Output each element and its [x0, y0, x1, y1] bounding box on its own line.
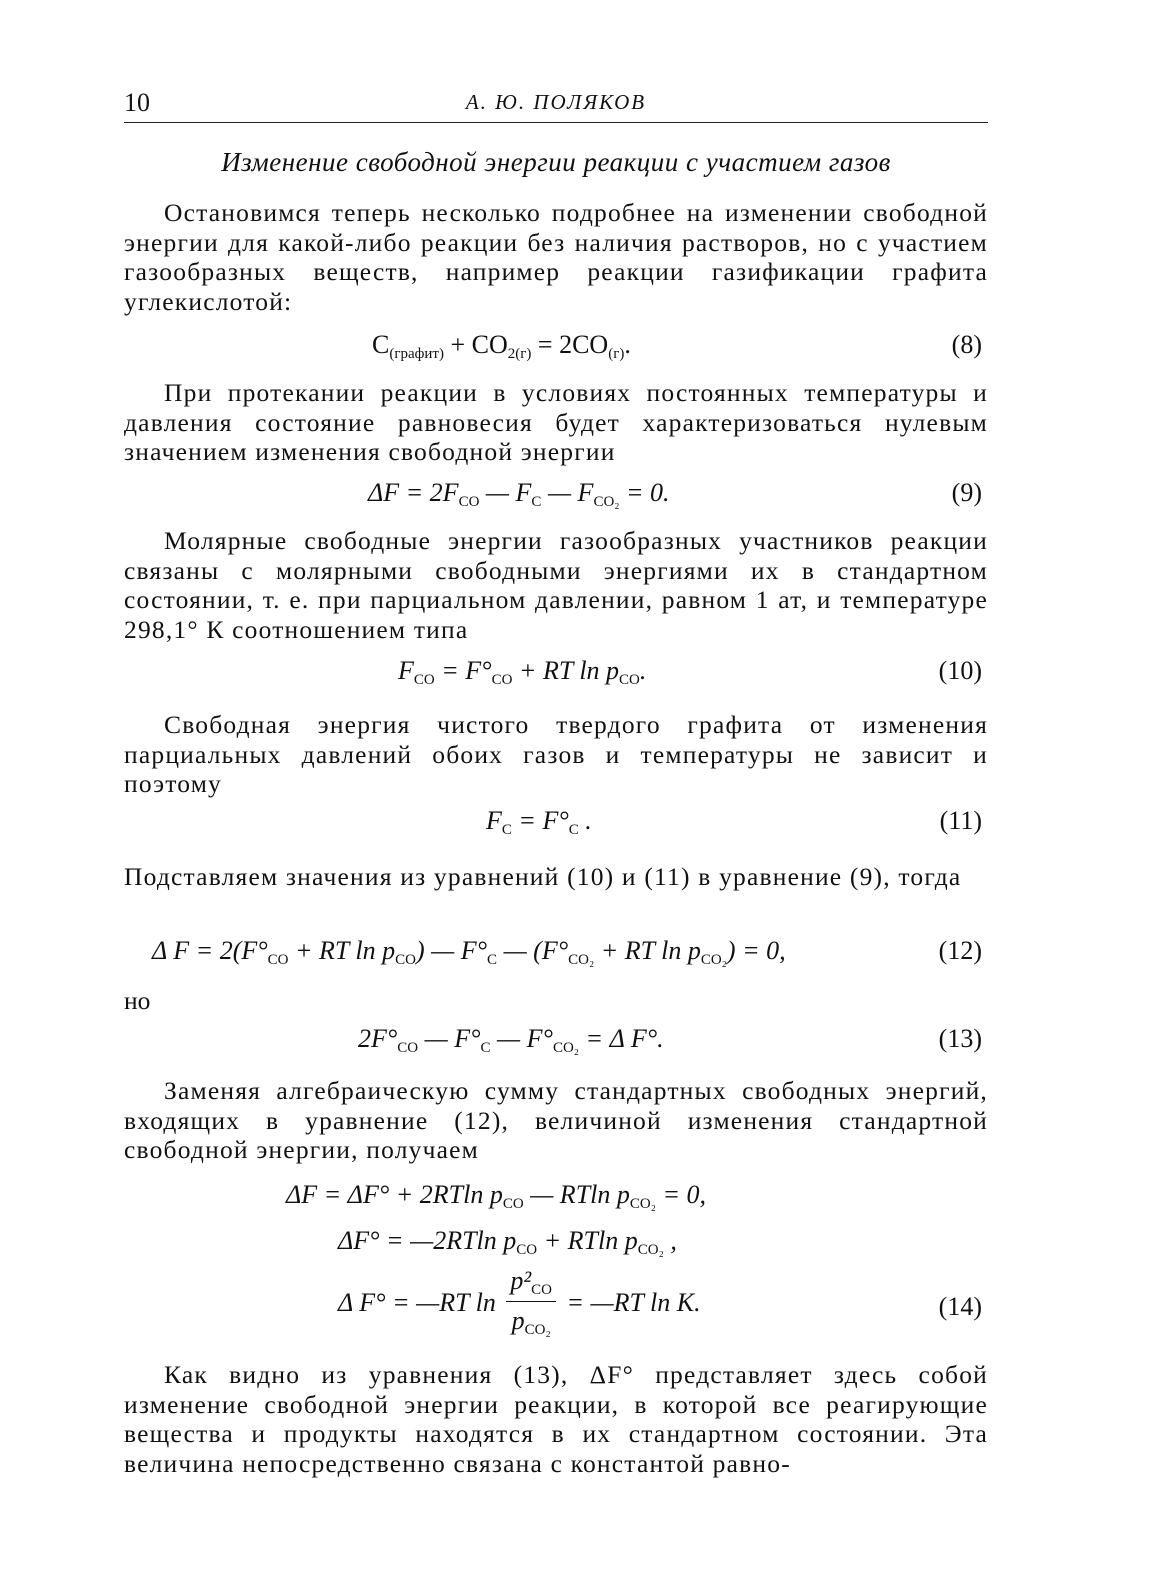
eq9-t2: — F [479, 478, 532, 507]
eq13-t3: — F° [490, 1024, 553, 1053]
eq12-t3: ) — F° [415, 936, 488, 965]
equation-8-number: (8) [951, 330, 982, 359]
eq10-t3: + RT ln p [512, 656, 620, 685]
conjunction-no: но [124, 986, 151, 1015]
eq10-s1: CO [413, 672, 435, 688]
eq14a-t3: = 0, [655, 1180, 706, 1209]
eq9-s1: CO [458, 494, 480, 510]
equation-10 [124, 656, 988, 696]
eq9-s2: C [531, 494, 542, 510]
eq14a-s2: CO₂ [629, 1196, 656, 1212]
eq14b-s2: CO₂ [637, 1242, 664, 1258]
paragraph-1: Остановимся теперь несколько подробнее на изменении свободной энергии для какой-либо реакции без наличия растворов, но с участием газообразных веществ, например реакции газификации графита углекислотой: [124, 198, 988, 316]
equation-8 [124, 330, 988, 370]
page-number: 10 [124, 88, 150, 117]
eq14c-t2: = —RT ln K. [566, 1287, 701, 1317]
equation-9-number: (9) [951, 478, 982, 507]
eq10-t2: = F° [434, 656, 492, 685]
paragraph-2: При протекании реакции в условиях постоянных температуры и давления состояние равновесия будет характеризоваться нулевым значением изменения свободной энергии [124, 378, 988, 467]
equation-13 [124, 1024, 988, 1064]
eq12-t1: Δ F = 2(F° [152, 936, 268, 965]
eq8-tail: . [624, 330, 631, 359]
eq14c-den-sub: CO₂ [524, 1322, 551, 1338]
eq9-t4: = 0. [619, 478, 670, 507]
eq9-t1: ΔF = 2F [368, 478, 459, 507]
eq12-s2: CO [395, 952, 416, 968]
paragraph-7: Как видно из уравнения (13), ΔF° представляет здесь собой изменение свободной энергии реакции, в которой все реагирующие вещества и продукты находятся в их стандартном состоянии. Эта величина непосредственно связана с константой равно- [124, 1360, 988, 1478]
eq11-s1: C [501, 822, 512, 838]
page-header [124, 88, 988, 123]
eq14c-num-sub: CO [531, 1282, 552, 1298]
eq14b-s1: CO [516, 1242, 538, 1258]
eq11-t1: F [486, 806, 502, 835]
eq14c-t1: Δ F° = —RT ln [338, 1287, 496, 1317]
equation-14a [124, 1180, 988, 1220]
eq8-sub2: 2(г) [507, 346, 532, 362]
eq14b-t3: , [663, 1226, 677, 1255]
eq11-t2: = F° [511, 806, 569, 835]
eq8-eq: = [531, 330, 560, 359]
equation-8-body [372, 330, 631, 363]
eq8-sub3: (г) [608, 346, 625, 362]
equation-9 [124, 478, 988, 518]
paragraph-4: Свободная энергия чистого твердого графита от изменения парциальных давлений обоих газов и температуры не зависит и поэтому [124, 710, 988, 799]
eq12-s5: CO₂ [700, 952, 727, 968]
eq14c-num: p² [510, 1266, 532, 1295]
eq14a-s1: CO [502, 1196, 524, 1212]
eq9-t3: — F [541, 478, 594, 507]
eq8-plus: + [443, 330, 472, 359]
paragraph-5: Подставляем значения из уравнений (10) и (11) в уравнение (9), тогда [124, 862, 962, 891]
equation-11-number: (11) [939, 806, 982, 835]
eq8-sub1: (графит) [389, 346, 444, 362]
equation-12 [124, 936, 988, 976]
eq14c-denominator [506, 1302, 556, 1339]
eq13-t1: 2F° [358, 1024, 398, 1053]
eq13-s2: C [480, 1040, 491, 1056]
eq8-rhs: 2CO [559, 330, 609, 359]
equation-12-number: (12) [938, 936, 982, 965]
eq14c-numerator [506, 1266, 556, 1302]
eq12-t5: + RT ln p [594, 936, 701, 965]
eq13-s3: CO₂ [552, 1040, 580, 1056]
eq11-t3: . [578, 806, 592, 835]
equation-13-number: (13) [938, 1024, 982, 1053]
equation-10-number: (10) [938, 656, 982, 685]
eq14b-t2: + RTln p [537, 1226, 638, 1255]
equation-14-number: (14) [938, 1292, 982, 1321]
eq12-t4: — (F° [497, 936, 569, 965]
eq12-s3: C [487, 952, 498, 968]
eq12-t6: ) = 0, [726, 936, 786, 965]
eq14c-den: p [511, 1306, 525, 1335]
eq13-t2: — F° [418, 1024, 481, 1053]
eq10-t4: . [639, 656, 647, 685]
equation-14b [124, 1226, 988, 1266]
eq13-s1: CO [397, 1040, 419, 1056]
equation-14c [124, 1266, 988, 1346]
eq14b-t1: ΔF° = —2RTln p [338, 1226, 517, 1255]
eq8-c: C [372, 330, 390, 359]
eq10-s3: CO [619, 672, 640, 688]
eq12-t2: + RT ln p [288, 936, 396, 965]
paragraph-3: Молярные свободные энергии газообразных участников реакции связаны с молярными свободными энергиями их в стандартном состоянии, т. е. при парциальном давлении, равном 1 ат, и температуре 298,1° К соотношением типа [124, 526, 988, 644]
eq14a-t2: — RTln p [523, 1180, 630, 1209]
paragraph-6: Заменяя алгебраическую сумму стандартных свободных энергий, входящих в уравнение (12), величиной изменения стандартной свободной энергии, получаем [124, 1076, 988, 1165]
eq10-t1: F [398, 656, 414, 685]
eq14c-fraction [506, 1266, 556, 1339]
eq11-s2: C [568, 822, 579, 838]
section-title: Изменение свободной энергии реакции с участием газов [221, 147, 891, 177]
equation-11 [124, 806, 988, 846]
running-title: А. Ю. ПОЛЯКОВ [465, 90, 647, 114]
eq9-s3: CO₂ [593, 494, 620, 510]
eq12-s4: CO₂ [568, 952, 595, 968]
eq12-s1: CO [267, 952, 289, 968]
eq8-co2: CO [471, 330, 508, 359]
eq10-s2: CO [491, 672, 513, 688]
eq13-t4: = Δ F°. [579, 1024, 664, 1053]
eq14a-t1: ΔF = ΔF° + 2RTln p [286, 1180, 503, 1209]
